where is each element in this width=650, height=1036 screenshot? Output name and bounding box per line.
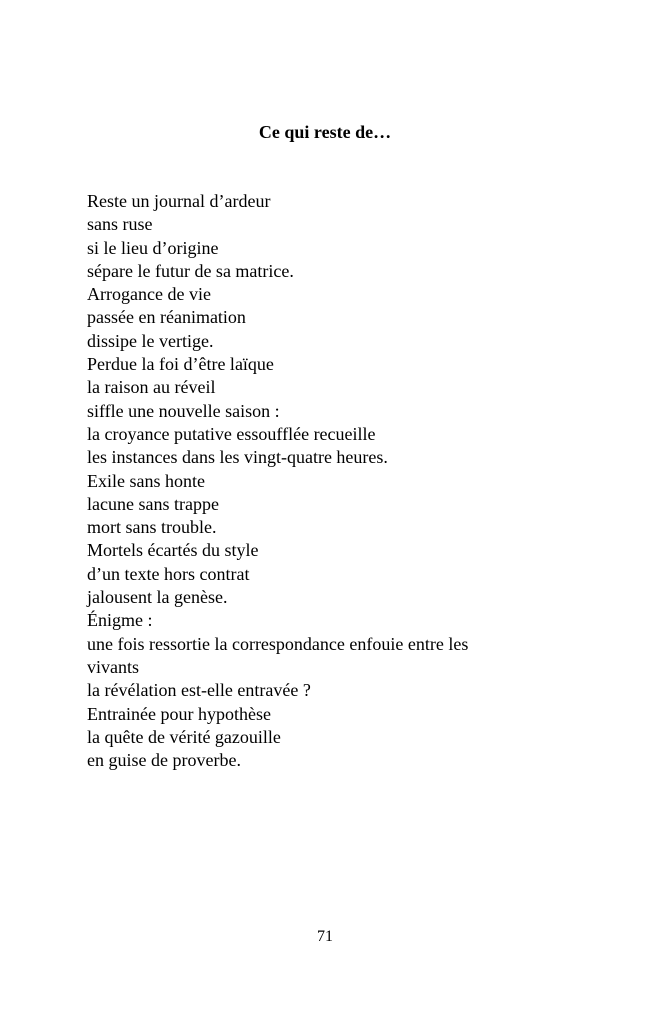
poem-line: une fois ressortie la correspondance enfouie entre les — [87, 633, 469, 654]
poem-line: Mortels écartés du style — [87, 540, 259, 561]
poem-line: Perdue la foi d’être laïque — [87, 354, 274, 375]
poem-line: dissipe le vertige. — [87, 330, 214, 351]
poem-line: sépare le futur de sa matrice. — [87, 260, 294, 281]
poem-line: la raison au réveil — [87, 377, 216, 398]
poem-line: sans ruse — [87, 214, 153, 235]
poem-line: jalousent la genèse. — [87, 587, 228, 608]
poem-line: Énigme : — [87, 610, 153, 631]
poem-line: la quête de vérité gazouille — [87, 726, 281, 747]
poem-line: Arrogance de vie — [87, 284, 211, 305]
poem-line: si le lieu d’origine — [87, 237, 219, 258]
poem-line: passée en réanimation — [87, 307, 246, 328]
poem-title: Ce qui reste de… — [258, 122, 392, 142]
poem-line: la révélation est-elle entravée ? — [87, 680, 311, 701]
poem-line: vivants — [87, 656, 139, 677]
poem-line: lacune sans trappe — [87, 493, 219, 514]
poem-line: en guise de proverbe. — [87, 750, 241, 771]
poem-line: mort sans trouble. — [87, 517, 217, 538]
poem-body — [87, 190, 557, 772]
poem-line: la croyance putative essoufflée recueille — [87, 423, 376, 444]
poem-line: les instances dans les vingt-quatre heures. — [87, 447, 388, 468]
poem-line: Reste un journal d’ardeur — [87, 191, 271, 211]
poem-line: d’un texte hors contrat — [87, 563, 250, 584]
poem-line: Exile sans honte — [87, 470, 205, 491]
page-number: 71 — [317, 928, 333, 945]
poem-line: Entrainée pour hypothèse — [87, 703, 271, 724]
poem-line: siffle une nouvelle saison : — [87, 400, 280, 421]
